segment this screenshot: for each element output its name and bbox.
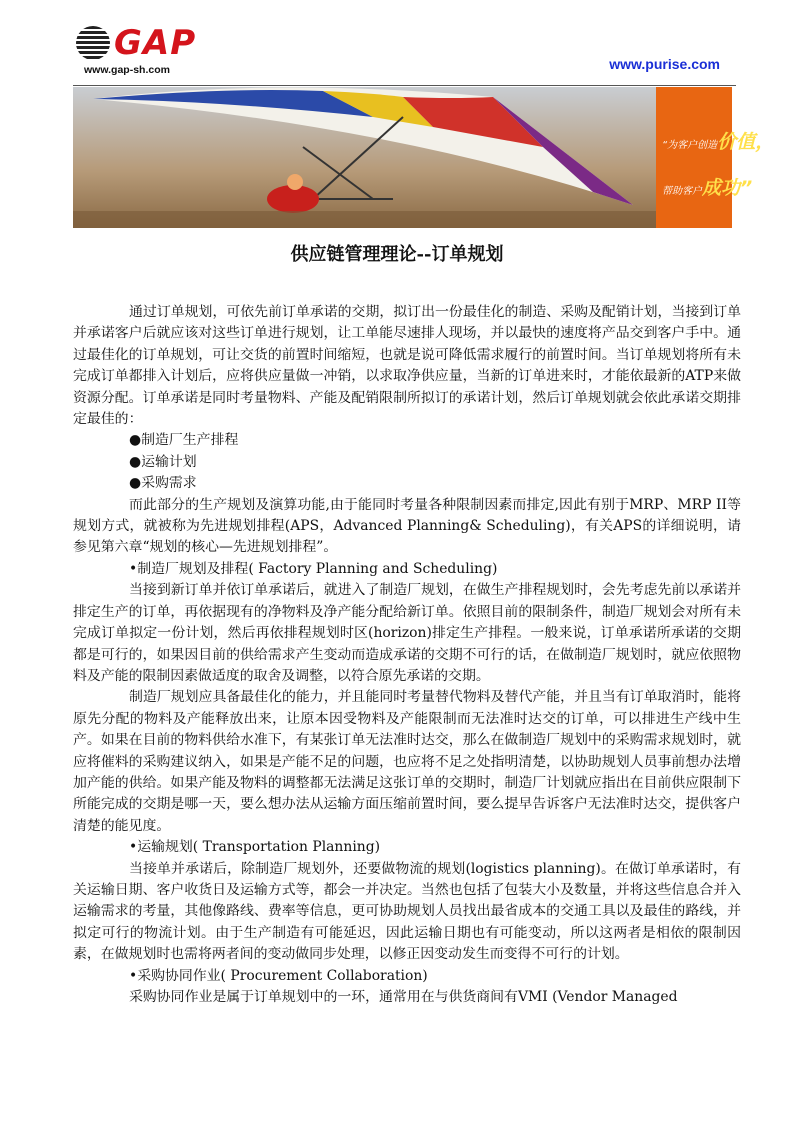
- paragraph-factory-1: 当接到新订单并依订单承诺后，就进入了制造厂规划，在做生产排程规划时，会先考虑先前以承诺并排定生产的订单，再依据现有的净物料及净产能分配给新订单。依照目前的限制条件，制造厂规划会对所有未完成订单拟定一份计划，然后再依排程规划时区(horizon)排定生产排程。一般来说，订单承诺所承诺的交期都是可行的，如果因目前的供给需求产生变动而造成承诺的交期不可行的话，在做制造厂规划时，就应依照物料及产能的限制因素做适度的取舍及调整，以符合原先承诺的交期。: [73, 582, 741, 684]
- logo-wordmark: GAP: [114, 23, 197, 63]
- hang-glider-banner: [73, 87, 775, 228]
- slogan-line1-emphasis: 价值，: [717, 131, 775, 153]
- document-body: [73, 302, 741, 1008]
- document-title: 供应链管理理论--订单规划: [290, 244, 504, 265]
- slogan-line2-prefix: 帮助客户: [662, 186, 702, 197]
- logo-url: www.gap-sh.com: [84, 64, 170, 76]
- section-heading: •制造厂规划及排程( Factory Planning and Scheduling): [129, 560, 498, 577]
- slogan-line2-emphasis: 成功”: [702, 177, 753, 199]
- gap-logo: [76, 24, 216, 82]
- section-heading: •运输规划( Transportation Planning): [129, 839, 381, 856]
- paragraph-aps: 而此部分的生产规划及演算功能,由于能同时考量各种限制因素而排定,因此有别于MRP、MRP II等规划方式，就被称为先进规划排程(APS，Advanced Planning& Scheduling)，有关APS的详细说明，请参见第六章“规划的核心—先进规划排程”。: [73, 496, 741, 556]
- paragraph-factory-2: 制造厂规划应具备最佳化的能力，并且能同时考量替代物料及替代产能，并且当有订单取消时，能将原先分配的物料及产能释放出来，让原本因受物料及产能限制而无法准时达交的订单，可以排进生产线中生产。如果在目前的物料供给水准下，有某张订单无法准时达交，那么在做制造厂规划中的采购需求规划时，就应将催料的采购建议纳入，如果是产能不足的问题，也应将不足之处指明清楚，以协助规划人员事前想办法增加产能的供给。如果产能及物料的调整都无法满足这张订单的交期时，制造厂计划就应指出在目前供应限制下所能完成的交期是哪一天，要么想办法从运输方面压缩前置时间，要么提早告诉客户无法准时达交，提供客户清楚的能见度。: [73, 689, 741, 834]
- header-divider: [73, 85, 736, 86]
- globe-icon: [76, 26, 110, 60]
- paragraph-procurement: 采购协同作业是属于订单规划中的一环，通常用在与供货商间有VMI (Vendor Managed: [129, 989, 678, 1005]
- slogan-panel: [656, 87, 775, 228]
- section-heading: •采购协同作业( Procurement Collaboration): [129, 967, 428, 984]
- bullet-item: ●制造厂生产排程: [129, 432, 239, 449]
- bullet-item: ●采购需求: [129, 475, 197, 492]
- paragraph-intro: 通过订单规划，可依先前订单承诺的交期，拟订出一份最佳化的制造、采购及配销计划，当接到订单并承诺客户后就应该对这些订单进行规划，让工单能尽速排人现场，并以最快的速度将产品交到客户手中。通过最佳化的订单规划，可让交货的前置时间缩短，也就是说可降低需求履行的前置时间。当订单规划将所有未完成订单都排入计划后，应将供应量做一冲销，以求取净供应量，当新的订单进来时，才能依最新的ATP来做资源分配。订单承诺是同时考量物料、产能及配销限制所拟订的承诺计划，然后订单规划就会依此承诺交期排定最佳的：: [73, 304, 741, 428]
- slogan-line1-prefix: “为客户创造: [662, 140, 718, 151]
- paragraph-transport: 当接单并承诺后，除制造厂规划外，还要做物流的规划(logistics planning)。在做订单承诺时，有关运输日期、客户收货日及运输方式等，都会一并决定。当然也包括了包装大小及数量，并将这些信息合并入运输需求的考量，其他像路线、费率等信息，更可协助规划人员找出最省成本的交通工具以及最佳的路线，并拟定可行的物流计划。由于生产制造有可能延迟，因此运输日期也有可能变动，所以这两者是相依的限制因素，在做规划时也需将两者间的变动做同步处理，以修正因变动发生而变得不可行的计划。: [73, 860, 741, 963]
- hang-glider-photo: [73, 87, 732, 228]
- site-url-link[interactable]: www.purise.com: [609, 56, 720, 72]
- bullet-item: ●运输计划: [129, 453, 197, 470]
